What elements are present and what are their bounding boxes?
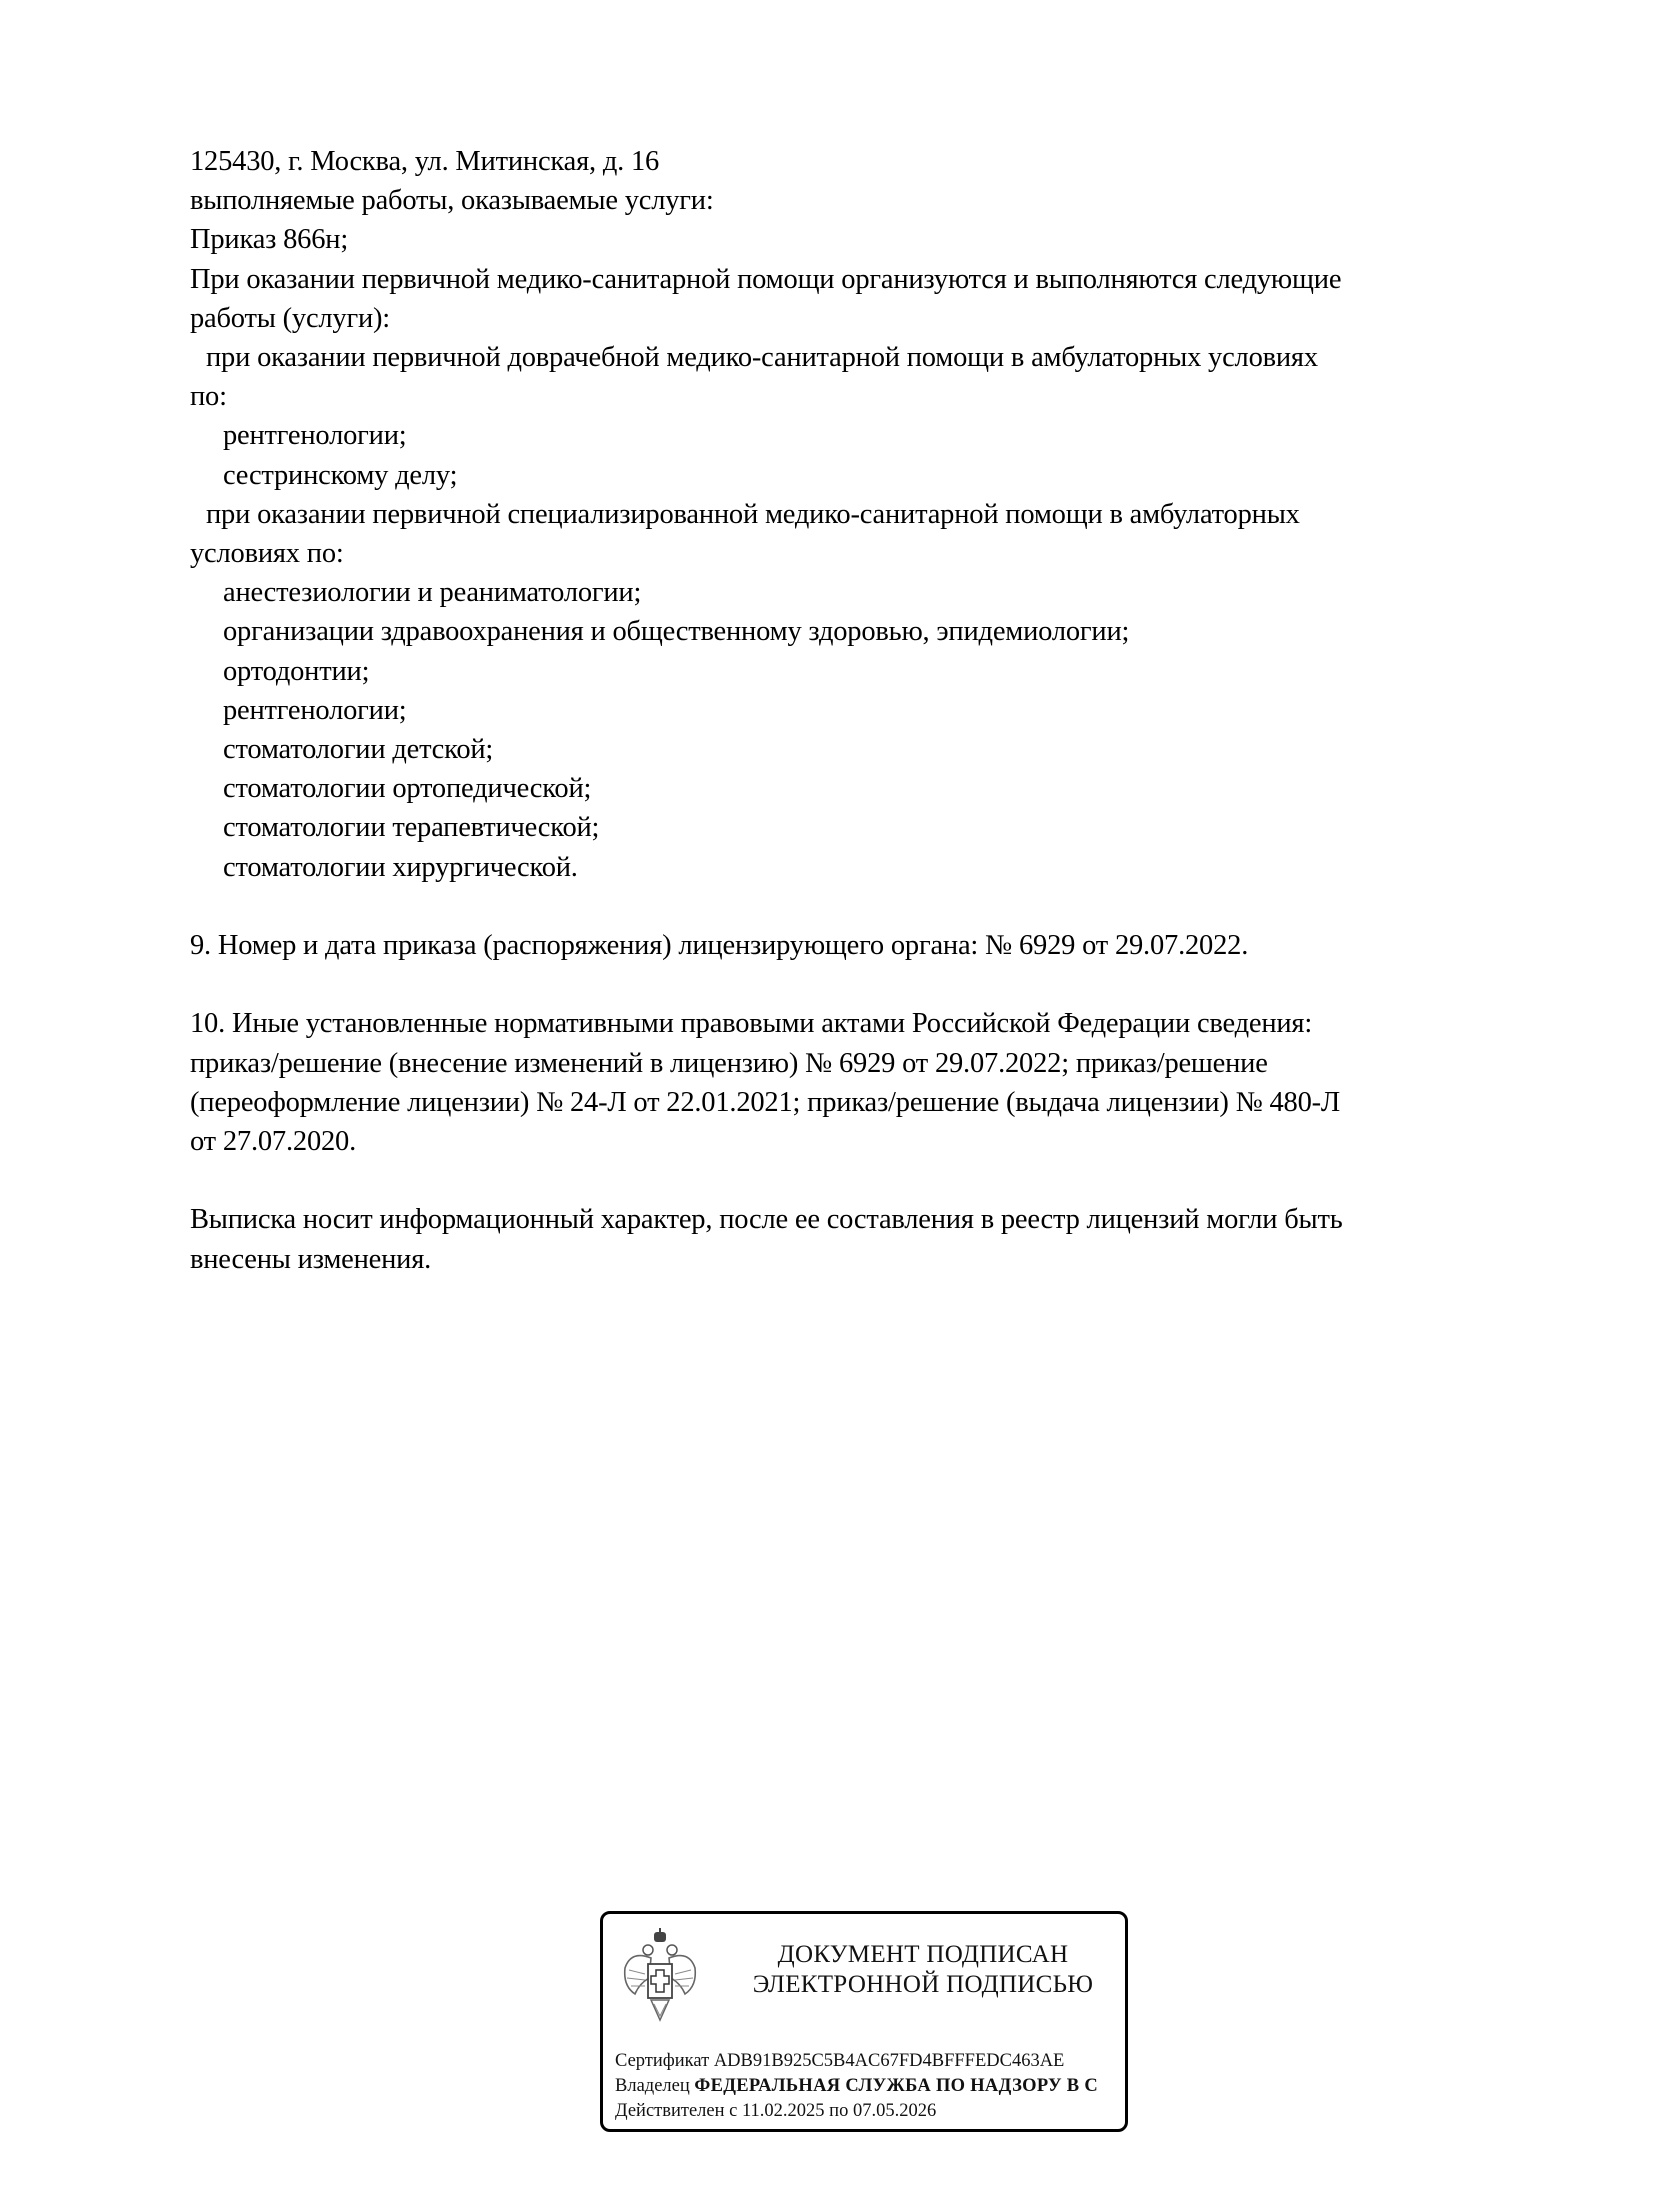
- list-item: ортодонтии;: [223, 655, 370, 687]
- list-item: стоматологии ортопедической;: [223, 773, 592, 805]
- list-item: стоматологии детской;: [223, 734, 494, 766]
- address-line: 125430, г. Москва, ул. Митинская, д. 16: [190, 146, 660, 177]
- stamp-title-line-1: ДОКУМЕНТ ПОДПИСАН: [777, 1941, 1069, 1968]
- certificate-row: [615, 2049, 1098, 2074]
- disclaimer: [190, 1200, 1570, 1278]
- section-heading-line-2: по:: [190, 381, 227, 413]
- list-item: организации здравоохранения и общественному здоровью, эпидемиологии;: [223, 616, 1130, 648]
- item-10-line-4: от 27.07.2020.: [190, 1126, 357, 1158]
- list-item: рентгенологии;: [223, 420, 407, 452]
- section-prenursing-care: [190, 338, 1570, 495]
- list-item: сестринскому делу;: [223, 459, 458, 491]
- paragraph-spacer: [190, 1161, 1570, 1200]
- works-label: выполняемые работы, оказываемые услуги:: [190, 185, 714, 217]
- stamp-title-line-2: ЭЛЕКТРОННОЙ ПОДПИСЬЮ: [752, 1971, 1094, 1998]
- certificate-label: Сертификат: [615, 2051, 710, 2071]
- intro-text-line-1: При оказании первичной медико-санитарной помощи организуются и выполняются следующие: [190, 263, 1342, 295]
- section-specialized-care: [190, 495, 1570, 887]
- list-item: стоматологии терапевтической;: [223, 812, 600, 844]
- section-heading-line-1: при оказании первичной специализированной медико-санитарной помощи в амбулаторных: [206, 498, 1300, 530]
- list-item: рентгенологии;: [223, 694, 407, 726]
- disclaimer-line-2: внесены изменения.: [190, 1243, 432, 1275]
- paragraph-spacer: [190, 965, 1570, 1004]
- validity-row: Действителен с 11.02.2025 по 07.05.2026: [615, 2101, 937, 2121]
- section-heading-line-1: при оказании первичной доврачебной медико-санитарной помощи в амбулаторных условиях: [206, 342, 1318, 374]
- list-item: стоматологии хирургической.: [223, 851, 578, 883]
- disclaimer-line-1: Выписка носит информационный характер, после ее составления в реестр лицензий могли быть: [190, 1204, 1343, 1236]
- item-10-line-1: 10. Иные установленные нормативными правовыми актами Российской Федерации сведения:: [190, 1008, 1313, 1040]
- item-10-line-2: приказ/решение (внесение изменений в лицензию) № 6929 от 29.07.2022; приказ/решение: [190, 1047, 1268, 1079]
- stamp-title: [723, 1940, 1123, 2000]
- item-10-line-3: (переоформление лицензии) № 24-Л от 22.01.2021; приказ/решение (выдача лицензии) № 480-Л: [190, 1086, 1341, 1118]
- intro-text-line-2: работы (услуги):: [190, 302, 391, 334]
- document-body: [190, 142, 1570, 1279]
- electronic-signature-stamp: [600, 1911, 1128, 2132]
- item-10-other-info: [190, 1004, 1570, 1161]
- paragraph-spacer: [190, 887, 1570, 926]
- certificate-details: [615, 2049, 1098, 2124]
- owner-row: [615, 2074, 1098, 2099]
- order-reference: Приказ 866н;: [190, 224, 349, 256]
- section-heading-line-2: условиях по:: [190, 538, 344, 570]
- list-item: анестезиологии и реаниматологии;: [223, 577, 642, 609]
- owner-label: Владелец: [615, 2076, 690, 2096]
- item-9-order-number: 9. Номер и дата приказа (распоряжения) лицензирующего органа: № 6929 от 29.07.2022.: [190, 930, 1249, 962]
- coat-of-arms-icon: [621, 1928, 699, 2028]
- certificate-value: ADB91B925C5B4AC67FD4BFFFEDC463AE: [713, 2051, 1065, 2071]
- owner-value: ФЕДЕРАЛЬНАЯ СЛУЖБА ПО НАДЗОРУ В С: [694, 2076, 1099, 2096]
